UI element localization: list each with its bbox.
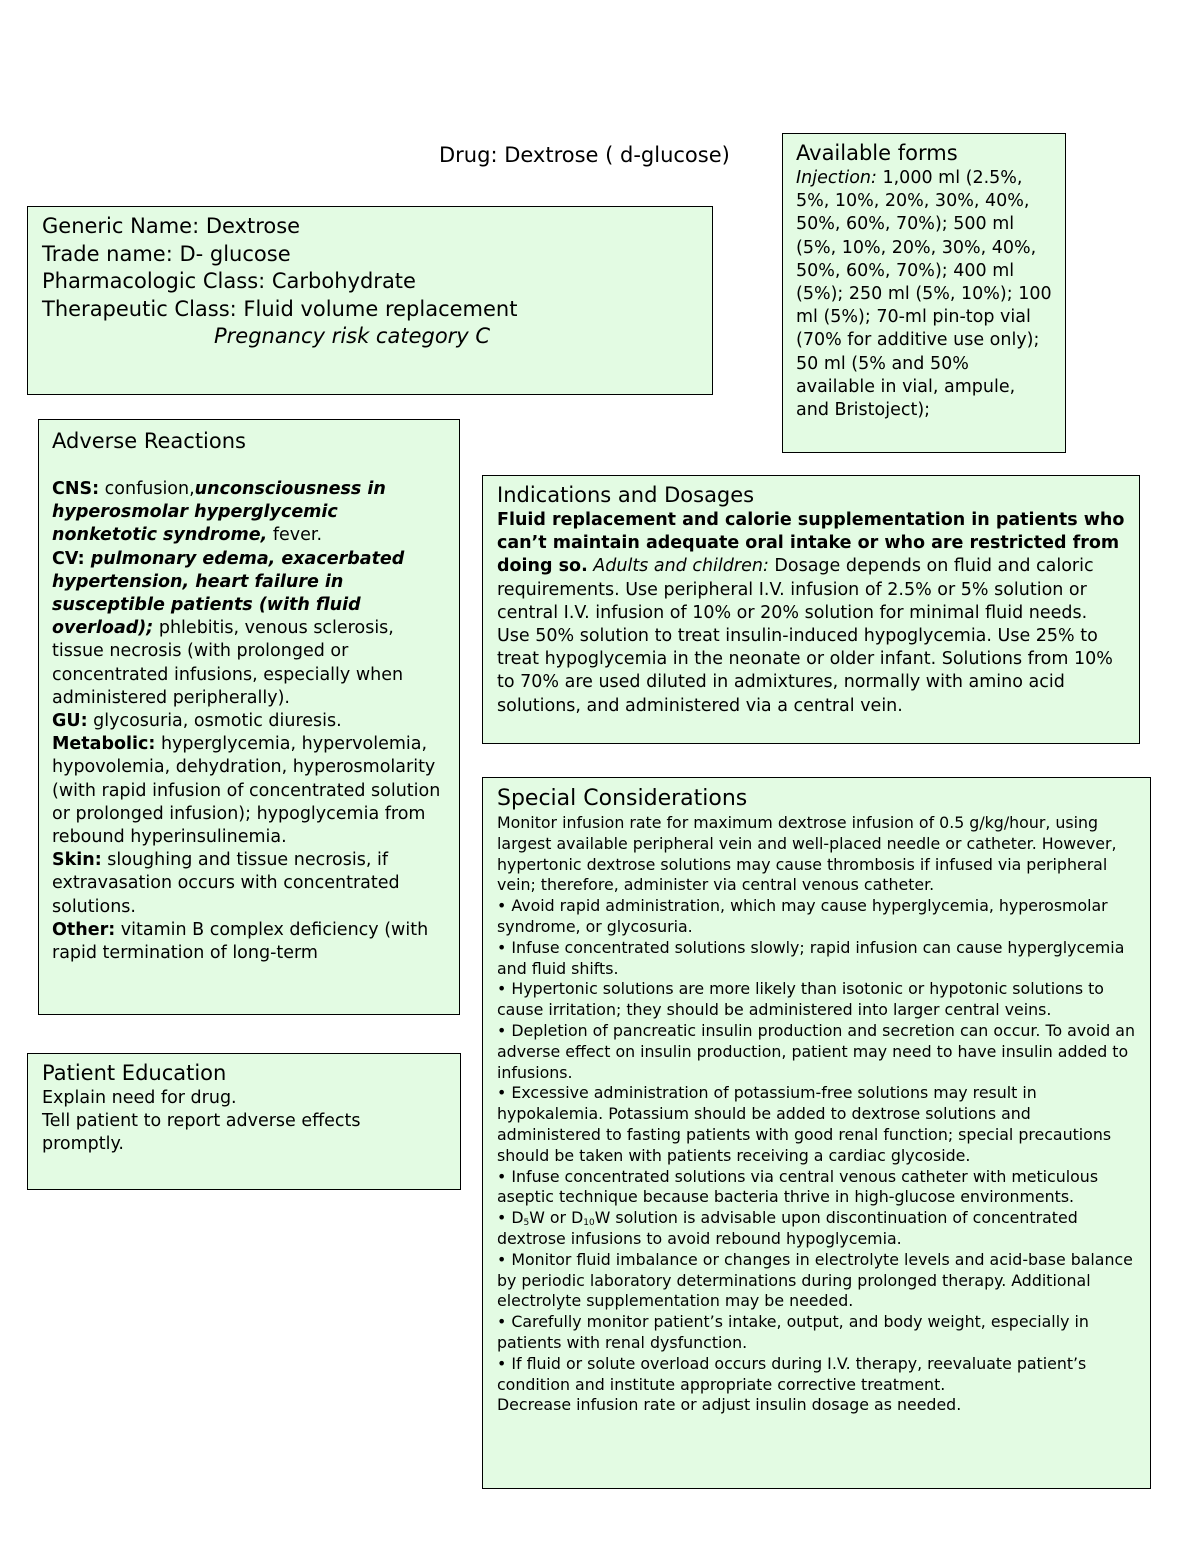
special-bullet-8: • Monitor fluid imbalance or changes in electrolyte levels and acid-base balance by periodic laboratory determinations during prolonged therapy. Additional electrolyte supplementation may be needed. — [497, 1249, 1133, 1311]
indications-bold: Fluid replacement and calorie supplementation in patients who can’t maintain adequate oral intake or who are restricted from doing so. — [497, 510, 1125, 577]
special-bullet-10: • If fluid or solute overload occurs during I.V. therapy, reevaluate patient’s condition and institute appropriate corrective treatment. — [497, 1353, 1087, 1394]
patient-education-text — [42, 1087, 446, 1157]
cv-reactions — [52, 548, 446, 710]
b7-part-c: W solution is advisable upon discontinuation of concentrated dextrose infusions to avoid rebound hypoglycemia. — [497, 1208, 1078, 1248]
metabolic-reactions — [52, 733, 446, 849]
indications-text — [497, 509, 1125, 718]
generic-name: Generic Name: Dextrose — [42, 214, 301, 238]
special-bullet-4: • Depletion of pancreatic insulin production and secretion can occur. To avoid an adverse effect on insulin production, patient may need to have insulin added to infusions. — [497, 1020, 1135, 1082]
available-forms-box — [782, 133, 1066, 453]
cns-emphasis: unconsciousness in hyperosmolar hyperglycemic nonketotic syndrome, — [52, 479, 386, 546]
cv-text: phlebitis, venous sclerosis, tissue necrosis (with prolonged or concentrated infusions, especially when administered peripherally). — [52, 618, 404, 708]
patient-education-box — [27, 1053, 461, 1190]
adverse-reactions-box — [38, 419, 460, 1015]
special-intro: Monitor infusion rate for maximum dextrose infusion of 0.5 g/kg/hour, using largest available peripheral vein and well-placed needle or catheter. However, hypertonic dextrose solutions may cause thrombosis if infused via peripheral vein; therefore, administer via central venous catheter. — [497, 813, 1117, 895]
pharmacologic-class: Pharmacologic Class: Carbohydrate — [42, 269, 416, 293]
skin-reactions — [52, 849, 446, 919]
b7-sub-2: 10 — [583, 1218, 595, 1229]
other-label: Other: — [52, 919, 116, 940]
cv-label: CV: — [52, 548, 85, 569]
special-bullet-3: • Hypertonic solutions are more likely than isotonic or hypotonic solutions to cause irritation; they should be administered into larger central veins. — [497, 979, 1104, 1020]
special-bullet-1: • Avoid rapid administration, which may cause hyperglycemia, hyperosmolar syndrome, or glycosuria. — [497, 896, 1108, 936]
adverse-reactions-heading: Adverse Reactions — [52, 429, 246, 453]
patient-education-heading: Patient Education — [42, 1061, 227, 1085]
special-bullet-9: • Carefully monitor patient’s intake, output, and body weight, especially in patients with renal dysfunction. — [497, 1312, 1089, 1352]
cv-emphasis: pulmonary edema, exacerbated hypertension, heart failure in susceptible patients (with fluid overload); — [52, 548, 405, 639]
special-bullet-11: Decrease infusion rate or adjust insulin dosage as needed. — [497, 1395, 962, 1415]
cns-reactions — [52, 478, 446, 548]
skin-text: sloughing and tissue necrosis, if extravasation occurs with concentrated solutions. — [52, 850, 400, 917]
gu-text: glycosuria, osmotic diuresis. — [87, 711, 342, 732]
special-bullet-2: • Infuse concentrated solutions slowly; rapid infusion can cause hyperglycemia and fluid shifts. — [497, 937, 1125, 978]
metabolic-label: Metabolic: — [52, 734, 156, 755]
special-bullet-5: • Excessive administration of potassium-free solutions may result in hypokalemia. Potassium should be added to dextrose solutions and administered to fasting patients with good renal function; special precautions should be taken with patients receiving a cardiac glycoside. — [497, 1083, 1112, 1165]
b7-sub-1: 5 — [523, 1218, 530, 1229]
education-line-2: Tell patient to report adverse effects promptly. — [42, 1111, 361, 1155]
cns-text: confusion, — [99, 479, 195, 499]
special-considerations-heading: Special Considerations — [497, 786, 748, 811]
gu-label: GU: — [52, 711, 88, 732]
cns-end: fever. — [267, 525, 323, 546]
adverse-reactions-text — [52, 478, 446, 965]
available-forms-detail: 1,000 ml (2.5%, 5%, 10%, 20%, 30%, 40%, 50%, 60%, 70%); 500 ml (5%, 10%, 20%, 30%, 40%, 50%, 60%, 70%); 400 ml (5%); 250 ml (5%, 10%); 100 ml (5%); 70-ml pin-top vial (70% for additive use only); 50 ml (5% and 50% available in vial, ampule, and Bristoject); — [796, 168, 1052, 421]
metabolic-text: hyperglycemia, hypervolemia, hypovolemia, dehydration, hyperosmolarity (with rapid infusion of concentrated solution or prolonged infusion); hypoglycemia from rebound hyperinsulinemia. — [52, 734, 441, 848]
indications-heading: Indications and Dosages — [497, 483, 755, 507]
indications-dosage: Dosage depends on fluid and caloric requirements. Use peripheral I.V. infusion of 2.5% or 5% solution or central I.V. infusion of 10% or 20% solution for minimal fluid needs. Use 50% solution to treat insulin-induced hypoglycemia. Use 25% to treat hypoglycemia in the neonate or older infant. Solutions from 10% to 70% are used diluted in admixtures, normally with amino acid solutions, and administered via a central vein. — [497, 556, 1113, 716]
generic-info-box — [27, 206, 713, 395]
available-forms-heading: Available forms — [796, 141, 958, 165]
other-reactions — [52, 919, 446, 965]
gu-reactions — [52, 710, 446, 733]
b7-part-a: • D — [497, 1208, 524, 1228]
special-considerations-text — [497, 813, 1136, 1416]
indications-box — [482, 475, 1140, 744]
cns-label: CNS: — [52, 479, 100, 499]
pregnancy-category: Pregnancy risk category C — [214, 324, 491, 348]
b7-part-b: W or D — [529, 1208, 584, 1228]
other-text: vitamin B complex deficiency (with rapid termination of long-term — [52, 919, 429, 964]
trade-name: Trade name: D- glucose — [42, 241, 291, 266]
special-bullet-7 — [497, 1208, 1136, 1250]
special-bullet-6: • Infuse concentrated solutions via central venous catheter with meticulous aseptic technique because bacteria thrive in high-glucose environments. — [497, 1166, 1099, 1207]
page-title: Drug: Dextrose ( d-glucose) — [439, 143, 730, 167]
therapeutic-class: Therapeutic Class: Fluid volume replacement — [42, 296, 518, 321]
education-line-1: Explain need for drug. — [42, 1088, 237, 1108]
indications-population: Adults and children: — [587, 556, 769, 577]
available-forms-text — [796, 167, 1052, 422]
injection-label: Injection: — [796, 168, 877, 188]
skin-label: Skin: — [52, 850, 102, 871]
special-considerations-box — [482, 777, 1151, 1489]
